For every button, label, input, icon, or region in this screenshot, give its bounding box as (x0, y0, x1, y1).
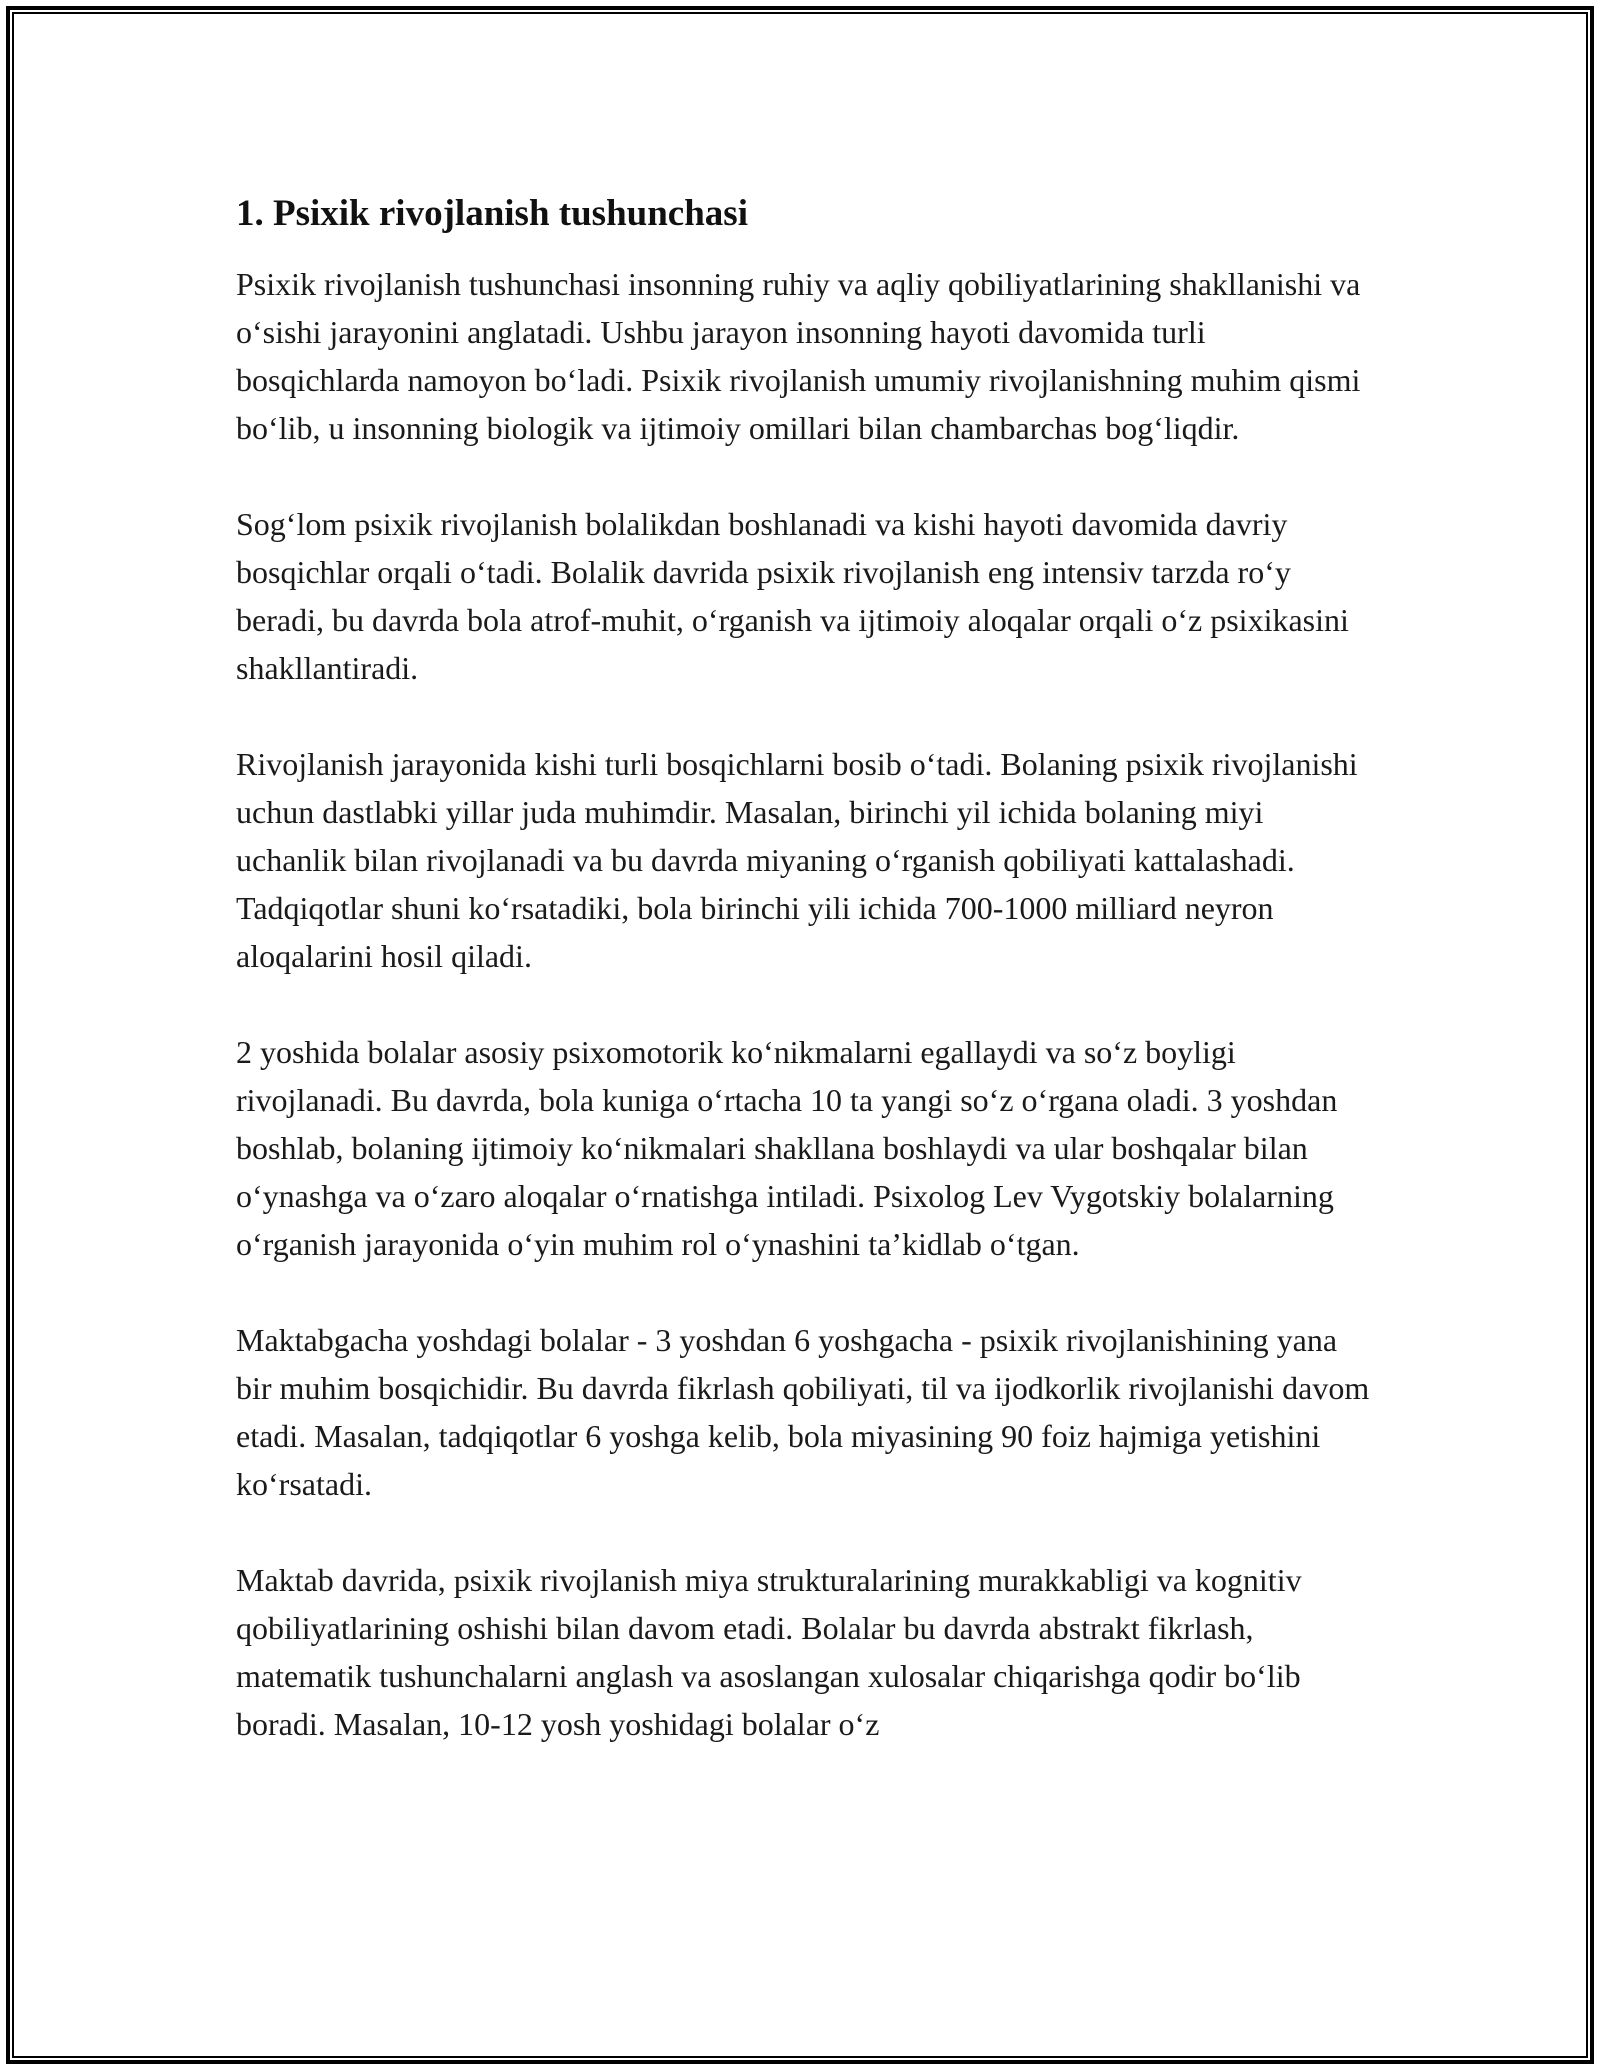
paragraph-6: Maktab davrida, psixik rivojlanish miya strukturalarining murakkabligi va kognitiv qobiliyatlarining oshishi bilan davom etadi. Bolalar bu davrda abstrakt fikrlash, matematik tushunchalarni anglash va asoslangan xulosalar chiqarishga qodir bo‘lib boradi. Masalan, 10-12 yosh yoshidagi bolalar o‘z (236, 1562, 1302, 1742)
document-body (236, 186, 1376, 1796)
paragraph-2: Sog‘lom psixik rivojlanish bolalikdan boshlanadi va kishi hayoti davomida davriy bosqichlar orqali o‘tadi. Bolalik davrida psixik rivojlanish eng intensiv tarzda ro‘y beradi, bu davrda bola atrof-muhit, o‘rganish va ijtimoiy aloqalar orqali o‘z psixikasini shakllantiradi. (236, 506, 1349, 686)
paragraph-5: Maktabgacha yoshdagi bolalar - 3 yoshdan 6 yoshgacha - psixik rivojlanishining yana bir muhim bosqichidir. Bu davrda fikrlash qobiliyati, til va ijodkorlik rivojlanishi davom etadi. Masalan, tadqiqotlar 6 yoshga kelib, bola miyasining 90 foiz hajmiga yetishini ko‘rsatadi. (236, 1322, 1370, 1502)
paragraph-1: Psixik rivojlanish tushunchasi insonning ruhiy va aqliy qobiliyatlarining shakllanishi va o‘sishi jarayonini anglatadi. Ushbu jarayon insonning hayoti davomida turli bosqichlarda namoyon bo‘ladi. Psixik rivojlanish umumiy rivojlanishning muhim qismi bo‘lib, u insonning biologik va ijtimoiy omillari bilan chambarchas bog‘liqdir. (236, 266, 1361, 446)
paragraph-3: Rivojlanish jarayonida kishi turli bosqichlarni bosib o‘tadi. Bolaning psixik rivojlanishi uchun dastlabki yillar juda muhimdir. Masalan, birinchi yil ichida bolaning miyi uchanlik bilan rivojlanadi va bu davrda miyaning o‘rganish qobiliyati kattalashadi. Tadqiqotlar shuni ko‘rsatadiki, bola birinchi yili ichida 700-1000 milliard neyron aloqalarini hosil qiladi. (236, 746, 1358, 974)
section-heading: 1. Psixik rivojlanish tushunchasi (236, 193, 748, 234)
paragraph-4: 2 yoshida bolalar asosiy psixomotorik ko‘nikmalarni egallaydi va so‘z boyligi rivojlanadi. Bu davrda, bola kuniga o‘rtacha 10 ta yangi so‘z o‘rgana oladi. 3 yoshdan boshlab, bolaning ijtimoiy ko‘nikmalari shakllana boshlaydi va ular boshqalar bilan o‘ynashga va o‘zaro aloqalar o‘rnatishga intiladi. Psixolog Lev Vygotskiy bolalarning o‘rganish jarayonida o‘yin muhim rol o‘ynashini ta’kidlab o‘tgan. (236, 1034, 1338, 1262)
